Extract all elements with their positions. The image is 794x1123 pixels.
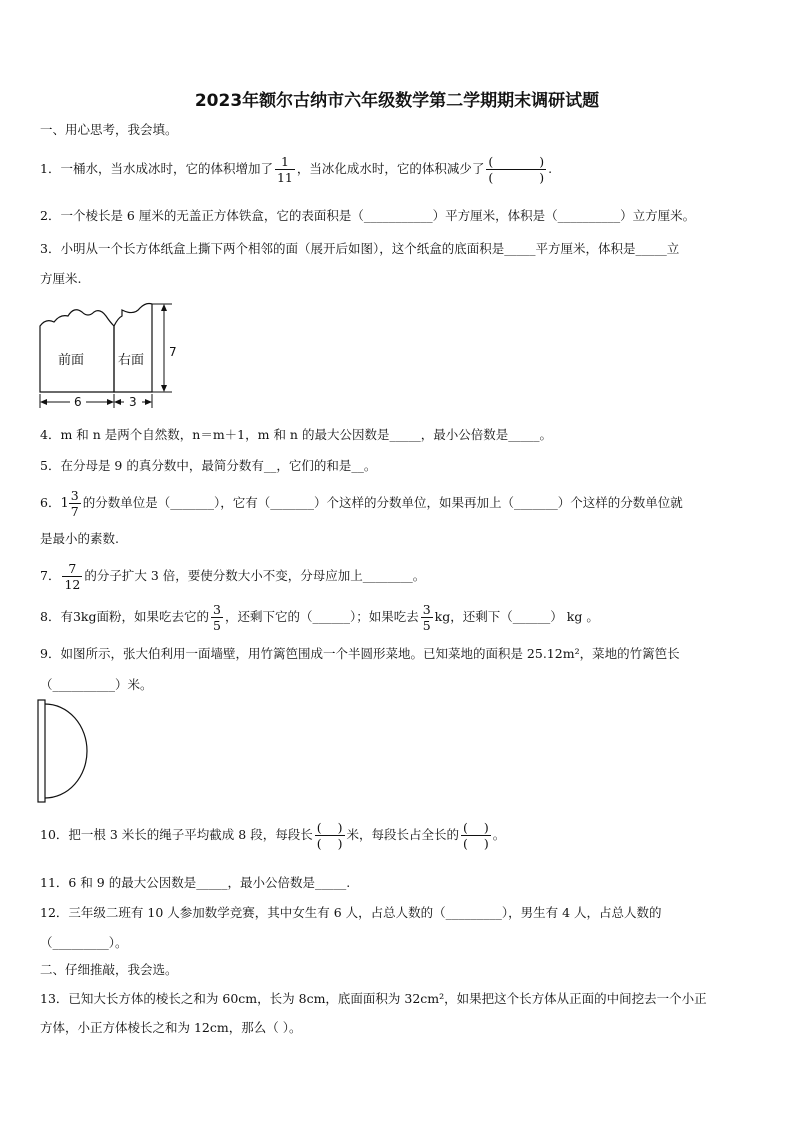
- question-8: 8．有3kg面粉，如果吃去它的 $\frac{3}{5}$ ，还剩下它的（______）；如果吃去 $\frac{3}{5}$ kg，还剩下（______） kg 。: [40, 602, 599, 633]
- question-5: 5．在分母是 9 的真分数中，最简分数有__，它们的和是__。: [40, 458, 377, 473]
- q9-semicircle-garden-figure: [34, 698, 94, 806]
- q1-fraction: $\frac{1}{11}$: [276, 154, 293, 185]
- question-9-line-1: 9．如图所示，张大伯利用一面墙壁，用竹篱笆围成一个半圆形菜地。已知菜地的面积是 25.12m²，菜地的竹篱笆长: [40, 646, 680, 661]
- question-9-line-2: （__________）米。: [40, 677, 153, 692]
- section-1-heading: 一、用心思考，我会填。: [40, 122, 178, 137]
- question-3-line-2: 方厘米.: [40, 271, 82, 286]
- q10-answer-fraction-1[interactable]: $\frac{( )}{( )}$: [316, 820, 343, 851]
- question-11: 11．6 和 9 的最大公因数是_____，最小公倍数是_____.: [40, 875, 351, 890]
- q1-text-a: 1．一桶水，当水成冰时，它的体积增加了: [40, 161, 273, 176]
- question-13-line-1: 13．已知大长方体的棱长之和为 60cm，长为 8cm，底面面积为 32cm²，如果把这个长方体从正面的中间挖去一个小正: [40, 991, 707, 1006]
- dim-height: 7: [169, 345, 177, 359]
- question-4: 4．m 和 n 是两个自然数，n＝m＋1，m 和 n 的最大公因数是_____，最小公倍数是_____。: [40, 427, 552, 442]
- front-face-shape: [40, 310, 114, 392]
- q7-fraction: $\frac{7}{12}$: [64, 561, 81, 592]
- section-2-heading: 二、仔细推敲，我会选。: [40, 962, 178, 977]
- q10-answer-fraction-2[interactable]: $\frac{( )}{( )}$: [463, 820, 489, 851]
- q1-text-b: ，当冰化成水时，它的体积减少了: [296, 161, 485, 176]
- dim-depth: 3: [129, 395, 137, 409]
- q3-unfolded-box-figure: [36, 300, 186, 412]
- dim-width: 6: [74, 395, 82, 409]
- label-front: 前面: [58, 353, 85, 368]
- semicircle-shape: [45, 704, 87, 798]
- page-title: 2023年额尔古纳市六年级数学第二学期期末调研试题: [194, 91, 600, 111]
- question-2: 2．一个棱长是 6 厘米的无盖正方体铁盒，它的表面积是（___________）平方厘米，体积是（__________）立方厘米。: [40, 208, 696, 223]
- question-10: 10．把一根 3 米长的绳子平均截成 8 段，每段长 $\frac{( )}{( )}$ 米，每段长占全长的 $\frac{( )}{( )}$ 。: [40, 820, 506, 851]
- label-right: 右面: [118, 353, 145, 368]
- q6-mixed-number: 1 $\frac{3}{7}$: [60, 488, 79, 520]
- right-face-shape: [114, 304, 152, 393]
- question-6: 6．1 $\frac{3}{7}$ 的分数单位是（_______），它有（_______）个这样的分数单位，如果再加上（_______）个这样的分数单位就: [40, 485, 683, 522]
- wall-shape: [38, 700, 45, 802]
- q8-fraction-1: $\frac{3}{5}$: [213, 602, 221, 633]
- question-1: 1．一桶水，当水成冰时，它的体积增加了 $\frac{1}{11}$ ，当冰化成水时，它的体积减少了 $\frac{( )}{( )}$ .: [40, 154, 553, 185]
- q8-fraction-2: $\frac{3}{5}$: [422, 602, 431, 633]
- question-3-line-1: 3．小明从一个长方体纸盒上撕下两个相邻的面（展开后如图），这个纸盒的底面积是_____平方厘米，体积是_____立: [40, 241, 680, 256]
- question-12-line-2: （_________）。: [40, 935, 128, 950]
- question-6-line-2: 是最小的素数.: [40, 531, 119, 546]
- question-13-line-2: 方体，小正方体棱长之和为 12cm，那么（ ）。: [40, 1020, 302, 1035]
- question-7: 7． $\frac{7}{12}$ 的分子扩大 3 倍，要使分数大小不变，分母应加上________。: [40, 561, 426, 592]
- question-12-line-1: 12．三年级二班有 10 人参加数学竞赛，其中女生有 6 人，占总人数的（_________），男生有 4 人，占总人数的: [40, 905, 662, 920]
- q1-answer-fraction[interactable]: $\frac{( )}{( )}$: [488, 154, 545, 185]
